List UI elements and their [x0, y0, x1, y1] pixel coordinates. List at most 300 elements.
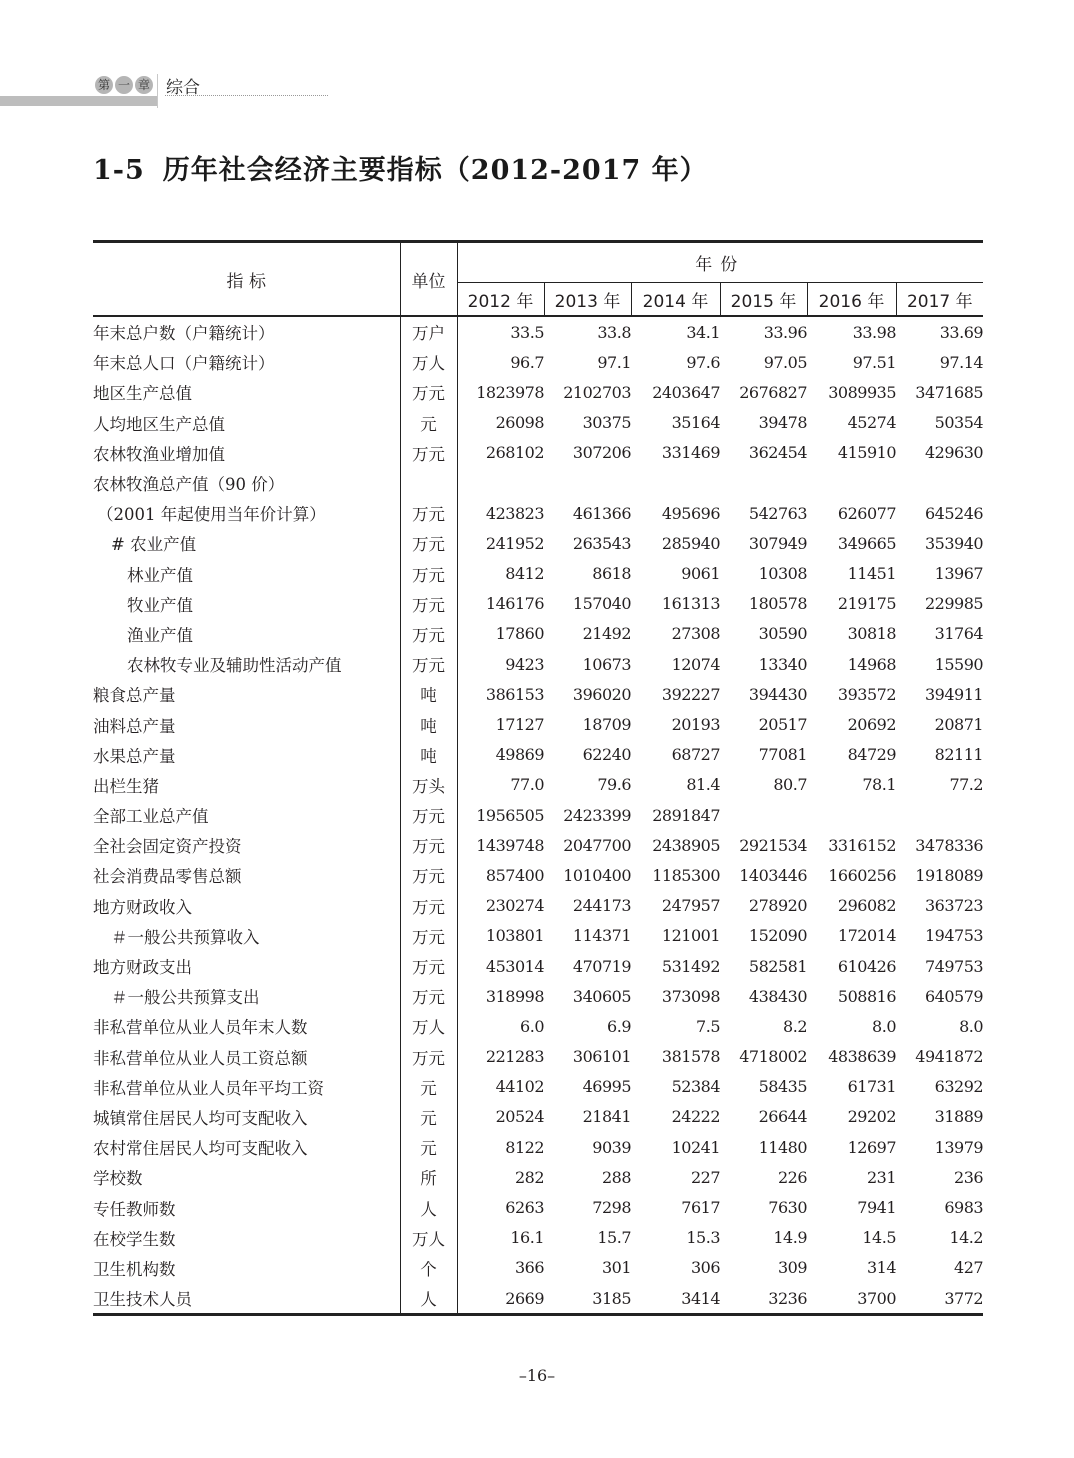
indicators-table	[93, 240, 983, 1316]
cell-value: 4718002	[739, 1047, 807, 1067]
row-unit: 万元	[400, 559, 457, 589]
cell-value: 21492	[582, 624, 631, 644]
cell-value: 6263	[505, 1198, 544, 1218]
table-row	[93, 559, 983, 589]
table-row	[93, 679, 983, 709]
chapter-badge	[95, 76, 153, 94]
cell-value: 230274	[485, 896, 544, 916]
cell-value: 68727	[671, 745, 720, 765]
cell-value: 13979	[934, 1137, 984, 1157]
table-row	[93, 377, 983, 407]
cell-value: 1185300	[652, 865, 720, 885]
table-row	[93, 1223, 983, 1253]
chapter-rule	[165, 95, 328, 96]
cell-value: 31889	[934, 1107, 984, 1127]
row-unit: 万人	[400, 1011, 457, 1041]
table-row	[93, 347, 983, 377]
cell-value: 14968	[847, 654, 896, 674]
cell-value: 301	[601, 1258, 631, 1278]
row-unit: 万元	[400, 377, 457, 407]
cell-value: 7.5	[696, 1016, 720, 1036]
row-unit: 人	[400, 1192, 457, 1222]
cell-value: 4941872	[915, 1047, 984, 1067]
row-unit: 万元	[400, 860, 457, 890]
cell-value: 78.1	[862, 775, 896, 795]
cell-value: 172014	[837, 926, 896, 946]
cell-value: 1660256	[828, 865, 896, 885]
cell-value	[896, 468, 983, 498]
table-row	[93, 1011, 983, 1041]
cell-value: 309	[777, 1258, 807, 1278]
cell-value: 247957	[661, 896, 720, 916]
row-unit: 万人	[400, 1223, 457, 1253]
cell-value: 2891847	[652, 805, 720, 825]
cell-value: 381578	[661, 1047, 720, 1067]
table-row	[93, 1192, 983, 1222]
cell-value: 21841	[582, 1107, 631, 1127]
cell-value	[896, 800, 983, 830]
cell-value: 392227	[661, 684, 720, 704]
cell-value: 8122	[505, 1137, 544, 1157]
cell-value: 62240	[582, 745, 631, 765]
cell-value: 307949	[748, 533, 807, 553]
cell-value: 30590	[758, 624, 807, 644]
row-unit: 万元	[400, 528, 457, 558]
cell-value: 1823978	[476, 382, 544, 402]
cell-value: 2676827	[739, 382, 807, 402]
table-row	[93, 981, 983, 1011]
cell-value: 11480	[758, 1137, 807, 1157]
row-label: 出栏生猪	[93, 770, 400, 800]
chapter-divider	[157, 74, 158, 108]
row-unit: 个	[400, 1253, 457, 1283]
cell-value: 645246	[924, 503, 984, 523]
row-label: 农村常住居民人均可支配收入	[93, 1132, 400, 1162]
cell-value: 20524	[495, 1107, 544, 1127]
cell-value: 1010400	[563, 865, 631, 885]
cell-value	[631, 468, 720, 498]
cell-value: 16.1	[510, 1228, 544, 1248]
cell-value: 229985	[924, 594, 984, 614]
cell-value: 2403647	[652, 382, 720, 402]
header-year: 2012 年	[457, 283, 544, 316]
row-unit: 万元	[400, 951, 457, 981]
row-unit: 吨	[400, 709, 457, 739]
cell-value: 362454	[748, 443, 807, 463]
cell-value: 61731	[847, 1077, 896, 1097]
cell-value: 582581	[748, 956, 807, 976]
cell-value: 11451	[847, 564, 896, 584]
cell-value: 96.7	[510, 352, 544, 372]
cell-value: 103801	[485, 926, 544, 946]
table-title: 历年社会经济主要指标（2012-2017 年）	[162, 155, 708, 186]
cell-value: 10673	[582, 654, 631, 674]
cell-value: 49869	[495, 745, 544, 765]
cell-value: 77081	[758, 745, 807, 765]
row-unit: 万元	[400, 649, 457, 679]
cell-value: 15.7	[597, 1228, 631, 1248]
table-row	[93, 800, 983, 830]
cell-value: 373098	[661, 986, 720, 1006]
cell-value: 10308	[758, 564, 807, 584]
cell-value: 3700	[807, 1283, 896, 1315]
cell-value: 2423399	[563, 805, 631, 825]
cell-value: 9039	[592, 1137, 631, 1157]
cell-value: 35164	[671, 413, 720, 433]
row-label: 地区生产总值	[93, 377, 400, 407]
cell-value: 8.2	[783, 1016, 807, 1036]
cell-value: 318998	[485, 986, 544, 1006]
cell-value: 226	[777, 1167, 807, 1187]
row-unit: 万元	[400, 498, 457, 528]
row-unit: 万元	[400, 921, 457, 951]
row-label: 农林牧渔总产值（90 价）	[93, 468, 400, 498]
row-unit: 元	[400, 1132, 457, 1162]
cell-value: 236	[954, 1167, 984, 1187]
cell-value: 194753	[924, 926, 984, 946]
table-row	[93, 740, 983, 770]
row-label: 粮食总产量	[93, 679, 400, 709]
cell-value: 7630	[768, 1198, 807, 1218]
row-label: 林业产值	[93, 559, 400, 589]
header-year-group: 年份	[457, 242, 983, 283]
row-unit: 万人	[400, 347, 457, 377]
table-row	[93, 528, 983, 558]
cell-value: 470719	[572, 956, 631, 976]
cell-value: 79.6	[597, 775, 631, 795]
cell-value: 26644	[758, 1107, 807, 1127]
cell-value: 17127	[495, 715, 544, 735]
cell-value: 231	[866, 1167, 896, 1187]
row-unit: 万头	[400, 770, 457, 800]
cell-value	[807, 800, 896, 830]
cell-value: 31764	[934, 624, 984, 644]
header-indicator: 指 标	[93, 242, 400, 317]
cell-value	[457, 468, 544, 498]
row-unit: 所	[400, 1162, 457, 1192]
cell-value: 349665	[837, 533, 896, 553]
cell-value: 52384	[671, 1077, 720, 1097]
chapter-badge-char: 章	[135, 76, 153, 94]
cell-value: 8412	[505, 564, 544, 584]
cell-value: 121001	[661, 926, 720, 946]
page-number: –16–	[518, 1366, 556, 1385]
cell-value: 2669	[457, 1283, 544, 1315]
cell-value: 77.2	[949, 775, 984, 795]
cell-value: 366	[514, 1258, 544, 1278]
cell-value: 14.5	[862, 1228, 896, 1248]
row-label: 年末总人口（户籍统计）	[93, 347, 400, 377]
table-row	[93, 498, 983, 528]
row-label: 在校学生数	[93, 1223, 400, 1253]
row-label: 油料总产量	[93, 709, 400, 739]
cell-value: 461366	[572, 503, 631, 523]
row-label: 地方财政支出	[93, 951, 400, 981]
cell-value: 282	[514, 1167, 544, 1187]
row-unit: 吨	[400, 740, 457, 770]
cell-value: 20517	[758, 715, 807, 735]
table-row	[93, 316, 983, 347]
cell-value: 15.3	[686, 1228, 720, 1248]
cell-value	[720, 468, 807, 498]
cell-value: 396020	[572, 684, 631, 704]
cell-value: 857400	[485, 865, 544, 885]
table-row	[93, 951, 983, 981]
row-label: 年末总户数（户籍统计）	[93, 316, 400, 347]
row-unit: 万元	[400, 891, 457, 921]
cell-value: 46995	[582, 1077, 631, 1097]
row-label: 渔业产值	[93, 619, 400, 649]
cell-value: 58435	[758, 1077, 807, 1097]
cell-value: 626077	[837, 503, 896, 523]
cell-value: 18709	[582, 715, 631, 735]
cell-value: 30375	[582, 413, 631, 433]
row-unit: 万户	[400, 316, 457, 347]
cell-value: 9061	[681, 564, 720, 584]
cell-value: 353940	[924, 533, 984, 553]
row-label: 人均地区生产总值	[93, 408, 400, 438]
row-label: 全部工业总产值	[93, 800, 400, 830]
cell-value: 1439748	[476, 835, 544, 855]
row-label: 农林牧渔业增加值	[93, 438, 400, 468]
cell-value: 97.6	[686, 352, 720, 372]
cell-value: 44102	[495, 1077, 544, 1097]
cell-value: 13340	[758, 654, 807, 674]
row-label: 卫生技术人员	[93, 1283, 400, 1315]
cell-value: 30818	[847, 624, 896, 644]
cell-value: 495696	[661, 503, 720, 523]
cell-value: 268102	[485, 443, 544, 463]
cell-value: 453014	[485, 956, 544, 976]
cell-value: 15590	[934, 654, 984, 674]
cell-value: 2438905	[652, 835, 720, 855]
cell-value: 423823	[485, 503, 544, 523]
table-row	[93, 830, 983, 860]
cell-value: 26098	[495, 413, 544, 433]
row-label: 非私营单位从业人员年平均工资	[93, 1072, 400, 1102]
cell-value: 219175	[837, 594, 896, 614]
cell-value: 1403446	[739, 865, 807, 885]
table-row	[93, 1102, 983, 1132]
cell-value: 7617	[681, 1198, 720, 1218]
row-label: 非私营单位从业人员工资总额	[93, 1042, 400, 1072]
table-row	[93, 921, 983, 951]
cell-value: 285940	[661, 533, 720, 553]
cell-value: 306101	[572, 1047, 631, 1067]
row-label: 卫生机构数	[93, 1253, 400, 1283]
cell-value: 6983	[944, 1198, 984, 1218]
cell-value: 394911	[924, 684, 984, 704]
cell-value: 306	[690, 1258, 720, 1278]
cell-value: 531492	[661, 956, 720, 976]
row-label: 学校数	[93, 1162, 400, 1192]
cell-value: 114371	[572, 926, 631, 946]
cell-value: 386153	[485, 684, 544, 704]
cell-value: 97.14	[939, 352, 984, 372]
header-year: 2015 年	[720, 283, 807, 316]
row-unit: 万元	[400, 589, 457, 619]
table-row	[93, 438, 983, 468]
cell-value: 82111	[934, 745, 984, 765]
cell-value: 63292	[934, 1077, 984, 1097]
row-unit: 万元	[400, 830, 457, 860]
cell-value: 84729	[847, 745, 896, 765]
table-row	[93, 1283, 983, 1315]
row-label: 农林牧专业及辅助性活动产值	[93, 649, 400, 679]
cell-value: 14.9	[773, 1228, 807, 1248]
row-unit: 元	[400, 1072, 457, 1102]
cell-value: 161313	[661, 594, 720, 614]
table-row	[93, 1162, 983, 1192]
table-row	[93, 860, 983, 890]
row-label: 水果总产量	[93, 740, 400, 770]
row-unit: 万元	[400, 619, 457, 649]
cell-value: 640579	[924, 986, 984, 1006]
cell-value: 50354	[934, 413, 984, 433]
row-label: ＃一般公共预算支出	[93, 981, 400, 1011]
cell-value: 20692	[847, 715, 896, 735]
cell-value: 12697	[847, 1137, 896, 1157]
cell-value: 2921534	[739, 835, 807, 855]
chapter-header-bar	[0, 96, 158, 106]
cell-value: 394430	[748, 684, 807, 704]
chapter-title: 综合	[166, 78, 200, 98]
cell-value: 20871	[934, 715, 984, 735]
row-label: 全社会固定资产投资	[93, 830, 400, 860]
cell-value: 4838639	[828, 1047, 896, 1067]
table-row	[93, 649, 983, 679]
cell-value: 3478336	[915, 835, 984, 855]
cell-value: 278920	[748, 896, 807, 916]
table-row	[93, 1072, 983, 1102]
cell-value	[720, 800, 807, 830]
cell-value: 363723	[924, 896, 984, 916]
cell-value: 12074	[671, 654, 720, 674]
cell-value: 438430	[748, 986, 807, 1006]
cell-value: 415910	[837, 443, 896, 463]
cell-value: 244173	[572, 896, 631, 916]
row-label: 牧业产值	[93, 589, 400, 619]
cell-value: 33.96	[763, 322, 807, 342]
cell-value: 33.98	[852, 322, 896, 342]
cell-value: 24222	[671, 1107, 720, 1127]
cell-value: 34.1	[686, 322, 720, 342]
row-label: 专任教师数	[93, 1192, 400, 1222]
cell-value: 14.2	[949, 1228, 984, 1248]
cell-value: 97.51	[852, 352, 896, 372]
cell-value: 8.0	[872, 1016, 896, 1036]
cell-value: 508816	[837, 986, 896, 1006]
cell-value: 3089935	[828, 382, 896, 402]
cell-value: 3471685	[915, 382, 984, 402]
cell-value: 6.0	[520, 1016, 544, 1036]
row-unit: 万元	[400, 800, 457, 830]
row-unit: 元	[400, 408, 457, 438]
page-title	[93, 148, 708, 187]
cell-value: 33.69	[939, 322, 984, 342]
cell-value: 8618	[592, 564, 631, 584]
cell-value: 427	[954, 1258, 984, 1278]
header-year: 2013 年	[544, 283, 631, 316]
cell-value: 80.7	[773, 775, 807, 795]
table-row	[93, 1253, 983, 1283]
cell-value: 20193	[671, 715, 720, 735]
table-row	[93, 891, 983, 921]
row-label: ＃一般公共预算收入	[93, 921, 400, 951]
cell-value: 296082	[837, 896, 896, 916]
table-number: 1-5	[93, 155, 145, 186]
cell-value: 3236	[720, 1283, 807, 1315]
cell-value: 749753	[924, 956, 984, 976]
header-year: 2014 年	[631, 283, 720, 316]
header-unit: 单位	[400, 242, 457, 317]
cell-value: 1918089	[915, 865, 984, 885]
cell-value: 3414	[631, 1283, 720, 1315]
cell-value: 263543	[572, 533, 631, 553]
cell-value: 2047700	[563, 835, 631, 855]
cell-value: 393572	[837, 684, 896, 704]
cell-value	[807, 468, 896, 498]
cell-value: 241952	[485, 533, 544, 553]
row-unit: 吨	[400, 679, 457, 709]
table-row	[93, 1132, 983, 1162]
table-row	[93, 619, 983, 649]
cell-value: 8.0	[959, 1016, 984, 1036]
cell-value: 542763	[748, 503, 807, 523]
cell-value: 9423	[505, 654, 544, 674]
cell-value: 7941	[857, 1198, 896, 1218]
cell-value: 221283	[485, 1047, 544, 1067]
row-label: 城镇常住居民人均可支配收入	[93, 1102, 400, 1132]
cell-value: 81.4	[686, 775, 720, 795]
table-row	[93, 589, 983, 619]
table-row	[93, 408, 983, 438]
cell-value: 152090	[748, 926, 807, 946]
row-unit: 元	[400, 1102, 457, 1132]
row-label: 社会消费品零售总额	[93, 860, 400, 890]
header-year: 2016 年	[807, 283, 896, 316]
table-row	[93, 1042, 983, 1072]
cell-value: 33.5	[510, 322, 544, 342]
cell-value: 97.1	[597, 352, 631, 372]
cell-value: 146176	[485, 594, 544, 614]
cell-value: 33.8	[597, 322, 631, 342]
row-label: # 农业产值	[93, 528, 400, 558]
cell-value: 1956505	[476, 805, 544, 825]
table-row	[93, 468, 983, 498]
cell-value: 29202	[847, 1107, 896, 1127]
cell-value: 610426	[837, 956, 896, 976]
cell-value: 17860	[495, 624, 544, 644]
cell-value: 3185	[544, 1283, 631, 1315]
cell-value: 340605	[572, 986, 631, 1006]
cell-value	[544, 468, 631, 498]
cell-value: 429630	[924, 443, 984, 463]
row-label: 地方财政收入	[93, 891, 400, 921]
header-year: 2017 年	[896, 283, 983, 316]
row-unit: 万元	[400, 1042, 457, 1072]
row-unit	[400, 468, 457, 498]
row-label: 非私营单位从业人员年末人数	[93, 1011, 400, 1041]
cell-value: 77.0	[510, 775, 544, 795]
cell-value: 180578	[748, 594, 807, 614]
row-unit: 人	[400, 1283, 457, 1315]
row-unit: 万元	[400, 438, 457, 468]
cell-value: 3316152	[828, 835, 896, 855]
cell-value: 288	[601, 1167, 631, 1187]
table-row	[93, 770, 983, 800]
cell-value: 157040	[572, 594, 631, 614]
